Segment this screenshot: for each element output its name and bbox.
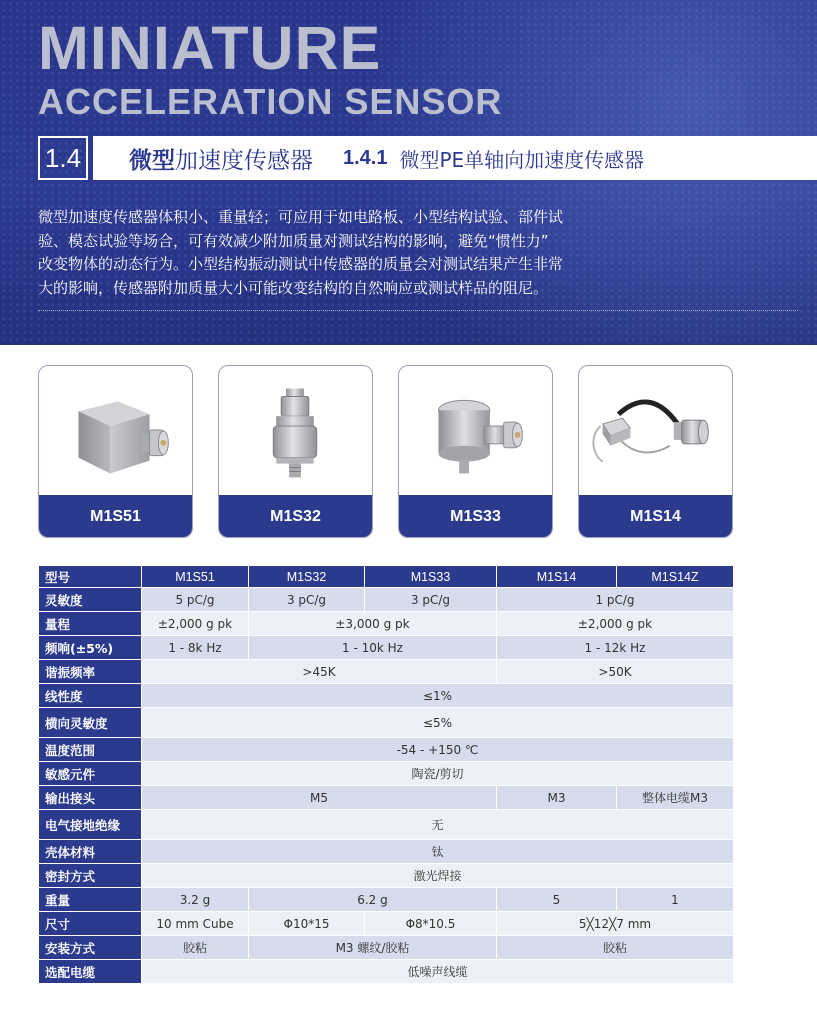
table-cell: ≤5% <box>142 708 734 738</box>
page-title-line1: MINIATURE <box>38 14 382 82</box>
page-title-line2: ACCELERATION SENSOR <box>38 81 503 122</box>
table-row <box>39 762 734 786</box>
header-cell: M1S14Z <box>617 566 734 588</box>
table-row <box>39 840 734 864</box>
row-label: 尺寸 <box>39 912 142 936</box>
table-cell: >45K <box>142 660 497 684</box>
row-label: 灵敏度 <box>39 588 142 612</box>
section-number: 1.4 <box>38 136 88 180</box>
table-cell: 胶粘 <box>142 936 249 960</box>
table-cell: 3.2 g <box>142 888 249 912</box>
product-name: M1S14 <box>579 495 732 538</box>
side-connector-sensor-icon <box>399 366 552 495</box>
table-cell: M3 <box>497 786 617 810</box>
intro-line: 改变物体的动态行为。小型结构振动测试中传感器的质量会对测试结果产生非常 <box>38 255 564 273</box>
table-cell: 1 <box>617 888 734 912</box>
row-label: 壳体材料 <box>39 840 142 864</box>
table-row <box>39 960 734 984</box>
row-label: 选配电缆 <box>39 960 142 984</box>
table-cell: 胶粘 <box>497 936 734 960</box>
table-row <box>39 738 734 762</box>
intro-line: 验、模态试验等场合，可有效减少附加质量对测试结构的影响，避免“惯性力” <box>38 231 549 250</box>
row-label: 安装方式 <box>39 936 142 960</box>
row-label: 量程 <box>39 612 142 636</box>
table-cell: 3 pC/g <box>249 588 365 612</box>
table-row <box>39 708 734 738</box>
row-label: 敏感元件 <box>39 762 142 786</box>
table-cell: ≤1% <box>142 684 734 708</box>
table-cell: 6.2 g <box>249 888 497 912</box>
row-label: 输出接头 <box>39 786 142 810</box>
table-row <box>39 636 734 660</box>
cylinder-sensor-icon <box>219 366 372 495</box>
header-cell: M1S51 <box>142 566 249 588</box>
product-name: M1S51 <box>39 495 192 538</box>
row-label: 密封方式 <box>39 864 142 888</box>
product-name: M1S32 <box>219 495 372 538</box>
intro-line: 大的影响，传感器附加质量大小可能改变结构的自然响应或测试样品的阻尼。 <box>38 278 549 297</box>
table-cell: Φ8*10.5 <box>365 912 497 936</box>
table-cell: 低噪声线缆 <box>142 960 734 984</box>
table-row <box>39 660 734 684</box>
table-row <box>39 786 734 810</box>
cube-sensor-icon <box>39 366 192 495</box>
section-title-bold: 微型 <box>129 147 175 174</box>
hero-banner <box>0 0 817 345</box>
table-cell: 无 <box>142 810 734 840</box>
table-cell: 1 pC/g <box>497 588 734 612</box>
dotted-divider <box>38 310 798 311</box>
table-row <box>39 684 734 708</box>
table-cell: 5 pC/g <box>142 588 249 612</box>
table-cell: 5 <box>497 888 617 912</box>
table-row <box>39 612 734 636</box>
intro-line: 微型加速度传感器体积小、重量轻；可应用于如电路板、小型结构试验、部件试 <box>38 208 564 226</box>
product-card-m1s14[interactable] <box>578 365 733 538</box>
table-cell: M5 <box>142 786 497 810</box>
header-cell: M1S33 <box>365 566 497 588</box>
table-cell: -54 - +150 ℃ <box>142 738 734 762</box>
table-cell: 激光焊接 <box>142 864 734 888</box>
product-card-m1s33[interactable] <box>398 365 553 538</box>
table-cell: 整体电缆M3 <box>617 786 734 810</box>
product-cards <box>38 365 778 540</box>
product-card-m1s32[interactable] <box>218 365 373 538</box>
table-cell: ±2,000 g pk <box>142 612 249 636</box>
table-cell: ±2,000 g pk <box>497 612 734 636</box>
row-label: 线性度 <box>39 684 142 708</box>
row-label: 温度范围 <box>39 738 142 762</box>
table-cell: >50K <box>497 660 734 684</box>
table-cell: 3 pC/g <box>365 588 497 612</box>
row-label: 电气接地绝缘 <box>39 810 142 840</box>
table-row <box>39 912 734 936</box>
table-row <box>39 588 734 612</box>
table-cell: 1 - 8k Hz <box>142 636 249 660</box>
table-row <box>39 864 734 888</box>
table-cell: 钛 <box>142 840 734 864</box>
product-name: M1S33 <box>399 495 552 538</box>
intro-paragraph <box>38 206 668 300</box>
section-header-bar <box>93 136 817 180</box>
row-label: 横向灵敏度 <box>39 708 142 738</box>
table-cell: 陶瓷/剪切 <box>142 762 734 786</box>
table-cell: M3 螺纹/胶粘 <box>249 936 497 960</box>
spec-table <box>38 565 734 984</box>
table-cell: 1 - 12k Hz <box>497 636 734 660</box>
table-cell: ±3,000 g pk <box>249 612 497 636</box>
product-card-m1s51[interactable] <box>38 365 193 538</box>
table-cell: Φ10*15 <box>249 912 365 936</box>
header-cell: M1S32 <box>249 566 365 588</box>
section-title-light: 加速度传感器 <box>175 147 313 174</box>
table-row <box>39 810 734 840</box>
table-cell: 5╳12╳7 mm <box>497 912 734 936</box>
cable-sensor-icon <box>579 366 732 495</box>
table-row <box>39 888 734 912</box>
row-label: 重量 <box>39 888 142 912</box>
table-cell: 1 - 10k Hz <box>249 636 497 660</box>
header-cell: M1S14 <box>497 566 617 588</box>
subsection-number: 1.4.1 <box>343 146 388 169</box>
table-row <box>39 936 734 960</box>
row-label: 频响(±5%) <box>39 636 142 660</box>
row-label: 谐振频率 <box>39 660 142 684</box>
header-model: 型号 <box>39 566 142 588</box>
table-cell: 10 mm Cube <box>142 912 249 936</box>
subsection-title: 微型PE单轴向加速度传感器 <box>399 147 645 172</box>
